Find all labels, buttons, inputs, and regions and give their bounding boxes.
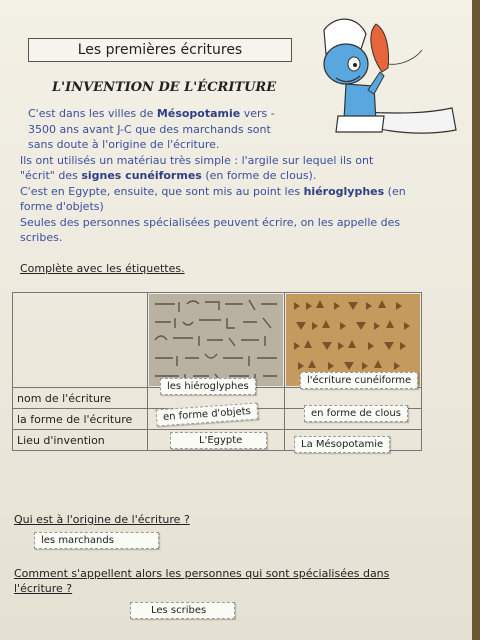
intro-paragraph: C'est dans les villes de Mésopotamie vers - 3500 ans avant J-C que des marchands sont sans doute à l'origine de l'écriture. Ils ont utilisés un matériau très simple : l'argile sur lequel ils ont "écrit" des signes cunéiformes (en forme de clous). C'est en Egypte, ensuite, que sont mis au point les hiéroglyphes (en forme d'objets) Seules des personnes spécialisées peuvent écrire, on les appelle des scribes. xyxy=(20,107,406,244)
page-edge xyxy=(472,0,480,640)
label-egypte[interactable]: L'Egypte xyxy=(170,432,267,449)
label-forme-objets[interactable]: en forme d'objets xyxy=(156,402,259,426)
label-forme-clous[interactable]: en forme de clous xyxy=(304,405,408,422)
hieroglyph-photo-cell xyxy=(148,293,285,388)
label-cuneiforme[interactable]: l'écriture cunéiforme xyxy=(300,372,418,389)
label-mesopotamie[interactable]: La Mésopotamie xyxy=(294,436,390,453)
row-label-name: nom de l'écriture xyxy=(13,388,148,409)
instruction: Complète avec les étiquettes. xyxy=(20,262,185,275)
answer-marchands[interactable]: les marchands xyxy=(34,532,159,549)
page-title: Les premières écritures xyxy=(28,38,292,62)
hieroglyph-tablet-image xyxy=(149,294,283,386)
row-label-place: Lieu d'invention xyxy=(13,430,148,451)
empty-corner-cell xyxy=(13,293,148,388)
question-specialists: Comment s'appellent alors les personnes qui sont spécialisées dans l'écriture ? xyxy=(14,567,390,595)
lesson-heading: L'INVENTION DE L'ÉCRITURE xyxy=(52,80,277,95)
row-label-shape: la forme de l'écriture xyxy=(13,409,148,430)
question-origin: Qui est à l'origine de l'écriture ? xyxy=(14,513,190,526)
answer-scribes[interactable]: Les scribes xyxy=(130,602,235,619)
label-hieroglyphes[interactable]: les hiéroglyphes xyxy=(160,378,256,395)
